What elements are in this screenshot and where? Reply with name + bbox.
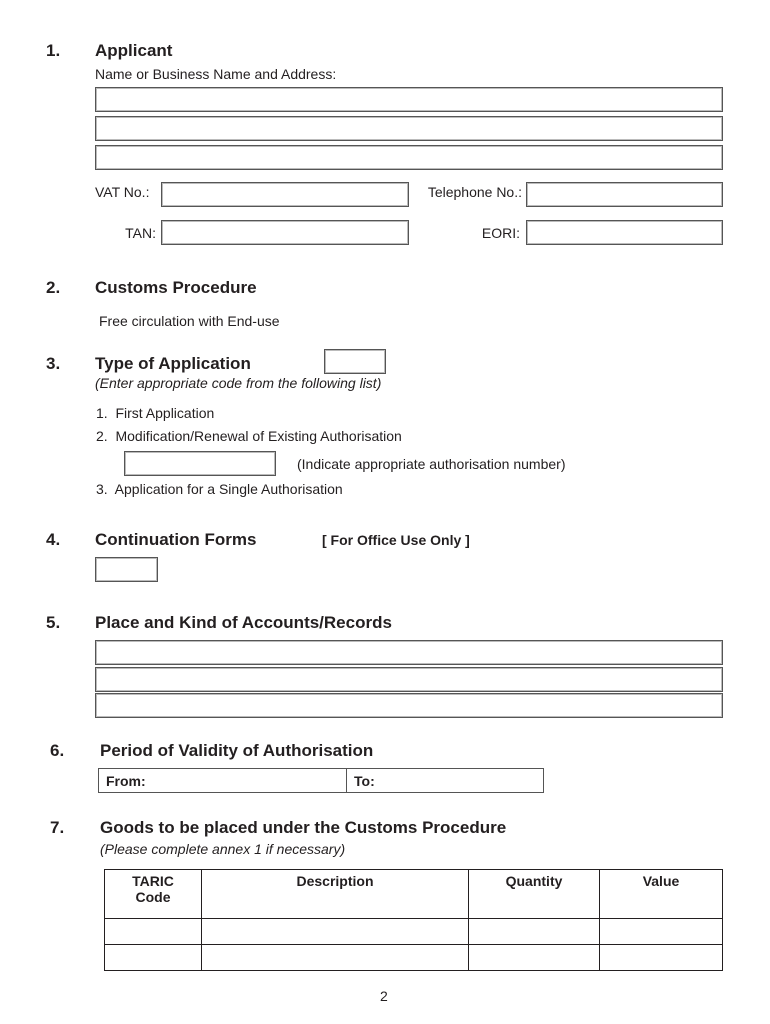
continuation-forms-field[interactable] — [95, 557, 158, 582]
col-description: Description — [202, 870, 469, 919]
col-value: Value — [600, 870, 723, 919]
description-cell[interactable] — [202, 945, 469, 971]
tan-label: TAN: — [125, 225, 156, 241]
value-cell[interactable] — [600, 919, 723, 945]
applicant-address-field-2[interactable] — [95, 145, 723, 170]
to-date-field[interactable] — [347, 769, 543, 792]
to-label: To: — [354, 773, 375, 789]
section-4-title: Continuation Forms — [95, 530, 257, 549]
eori-label: EORI: — [481, 225, 520, 241]
vat-field[interactable] — [161, 182, 409, 207]
section-1-title: Applicant — [95, 41, 173, 60]
value-cell[interactable] — [600, 945, 723, 971]
option-first-application: 1. First Application — [96, 405, 215, 421]
col-taric-code — [105, 870, 202, 919]
goods-table-header — [105, 870, 723, 919]
from-label: From: — [106, 773, 146, 789]
quantity-cell[interactable] — [469, 919, 600, 945]
option-single-authorisation: 3. Application for a Single Authorisation — [96, 481, 343, 497]
accounts-records-field-3[interactable] — [95, 693, 723, 718]
section-7-number: 7. — [50, 818, 65, 837]
applicant-name-field[interactable] — [95, 87, 723, 112]
telephone-field[interactable] — [526, 182, 723, 207]
taric-cell[interactable] — [105, 945, 202, 971]
section-7-title: Goods to be placed under the Customs Procedure — [100, 818, 507, 837]
application-type-code-field[interactable] — [324, 349, 386, 374]
section-5-number: 5. — [46, 613, 61, 632]
office-use-only-note: [ For Office Use Only ] — [322, 532, 470, 548]
description-cell[interactable] — [202, 919, 469, 945]
accounts-records-field-1[interactable] — [95, 640, 723, 665]
col-taric-line-2: Code — [135, 889, 171, 905]
application-type-note: (Enter appropriate code from the following list) — [95, 375, 382, 391]
section-5-title: Place and Kind of Accounts/Records — [95, 613, 392, 632]
authorisation-number-field[interactable] — [124, 451, 276, 476]
from-date-field[interactable] — [99, 769, 347, 792]
table-row — [105, 919, 723, 945]
quantity-cell[interactable] — [469, 945, 600, 971]
section-4-number: 4. — [46, 530, 61, 549]
section-3-title: Type of Application — [95, 354, 251, 373]
applicant-subtitle: Name or Business Name and Address: — [95, 66, 337, 82]
section-2-number: 2. — [46, 278, 61, 297]
telephone-label: Telephone No.: — [427, 184, 522, 200]
taric-cell[interactable] — [105, 919, 202, 945]
option-modification-renewal: 2. Modification/Renewal of Existing Authorisation — [96, 428, 402, 444]
eori-field[interactable] — [526, 220, 723, 245]
goods-table — [104, 869, 723, 971]
section-3-number: 3. — [46, 354, 61, 373]
applicant-address-field-1[interactable] — [95, 116, 723, 141]
section-6-number: 6. — [50, 741, 65, 760]
section-2-title: Customs Procedure — [95, 278, 257, 297]
col-quantity: Quantity — [469, 870, 600, 919]
tan-field[interactable] — [161, 220, 409, 245]
validity-period-box — [98, 768, 544, 793]
section-1-number: 1. — [46, 41, 61, 60]
customs-procedure-text: Free circulation with End-use — [99, 313, 280, 329]
col-taric-line-1: TARIC — [132, 873, 174, 889]
accounts-records-field-2[interactable] — [95, 667, 723, 692]
goods-note: (Please complete annex 1 if necessary) — [100, 841, 346, 857]
authorisation-number-hint: (Indicate appropriate authorisation number) — [297, 456, 566, 472]
vat-label: VAT No.: — [95, 184, 150, 200]
section-6-title: Period of Validity of Authorisation — [100, 741, 374, 760]
table-row — [105, 945, 723, 971]
page-number: 2 — [380, 988, 388, 1004]
